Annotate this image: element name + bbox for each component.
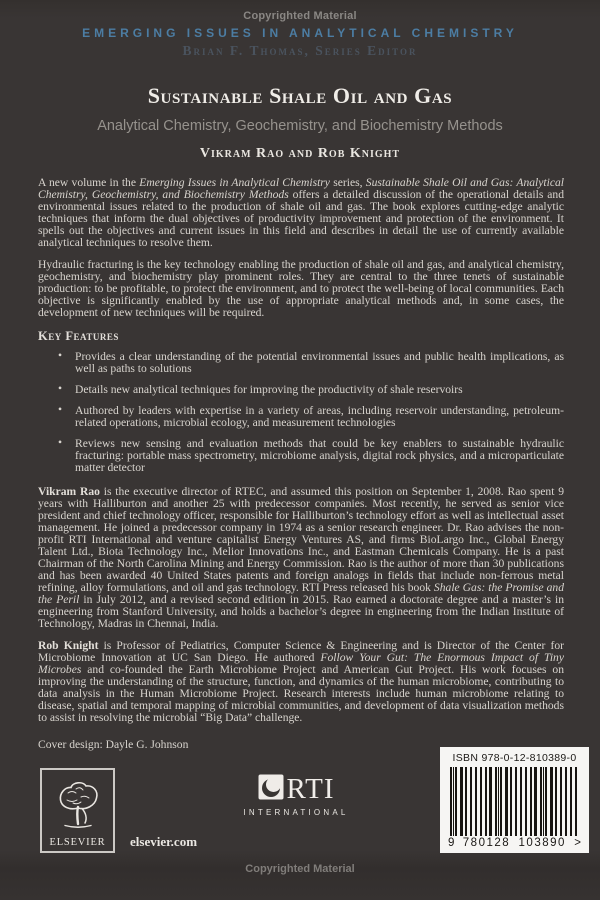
text-run: is Professor of Pediatrics, Computer Science & Engineering and is Director of the Center for Microbiome Innovation at UC San Diego. He authored xyxy=(38,639,564,664)
book-title-italic: Sustainable Shale Oil and Gas: Analytical Chemistry, Geochemistry, and Biochemistry Methods xyxy=(38,176,565,201)
text-run: in July 2012, and a revised second edition in 2015. Rao earned a doctorate degree and a master’s in engineering from Stanford University, and holds a bachelor’s degree in engineering from the Indian Institute of Technology, Madras in Chennai, India. xyxy=(38,593,564,630)
key-feature-item xyxy=(38,351,564,375)
book-title: Sustainable Shale Oil and Gas xyxy=(147,83,453,108)
isbn-label: ISBN 978-0-12-810389-0 xyxy=(452,752,577,764)
barcode-arrow: > xyxy=(574,837,581,849)
isbn-barcode xyxy=(440,747,589,853)
series-editor: Brian F. Thomas, Series Editor xyxy=(182,43,418,58)
copyrighted-material-top: Copyrighted Material xyxy=(243,10,357,22)
series-name-italic: Emerging Issues in Analytical Chemistry xyxy=(139,176,330,189)
author-name-bold: Vikram Rao xyxy=(38,485,100,498)
author-name-bold: Rob Knight xyxy=(38,639,99,652)
cover-design-credit: Cover design: Dayle G. Johnson xyxy=(38,738,189,751)
key-features-heading: Key Features xyxy=(38,329,119,343)
book-authors: Vikram Rao and Rob Knight xyxy=(199,146,401,161)
description-paragraph-2: Hydraulic fracturing is the key technology enabling the production of shale oil and gas, and analytical chemistry, geochemistry, and biochemistry play prominent roles. They are central to the three tenets of sustainable production: to be profitable, to protect the environment, and to protect the well-being of local communities. Each objective is significantly enabled by the use of appropriate analytical methods and, in some cases, the development of new techniques will be required. xyxy=(38,258,564,319)
series-title: EMERGING ISSUES IN ANALYTICAL CHEMISTRY xyxy=(82,26,518,40)
key-feature-item xyxy=(38,405,564,429)
text-run: A new volume in the xyxy=(38,176,140,189)
rti-international-label: INTERNATIONAL xyxy=(243,808,349,817)
author-bio-rob-knight xyxy=(38,640,564,724)
elsevier-url: elsevier.com xyxy=(130,834,198,849)
key-feature-item xyxy=(38,438,564,474)
text-run: Authored by leaders with expertise in a variety of areas, including reservoir understanding, petroleum-related operations, microbial ecology, and measurement technologies xyxy=(75,404,564,429)
text-run: Details new analytical techniques for improving the productivity of shale reservoirs xyxy=(75,383,463,396)
barcode-digits xyxy=(447,837,582,849)
rti-swoosh-icon xyxy=(258,774,284,805)
text-run: series, xyxy=(329,176,366,189)
barcode-group-1: 780128 xyxy=(462,837,511,849)
description-paragraph-1 xyxy=(38,177,564,249)
book-subtitle: Analytical Chemistry, Geochemistry, and Biochemistry Methods xyxy=(97,118,503,134)
elsevier-tree-icon xyxy=(52,770,104,837)
barcode-bars xyxy=(450,767,579,836)
copyrighted-material-bottom: Copyrighted Material xyxy=(245,863,355,875)
text-run: and co-founded the Earth Microbiome Project and American Gut Project. His work focuses on improving the understanding of the structure, function, and dynamics of the human microbiome, contributing to data analysis in the Human Microbiome Project. Research interests include human microbiome relating to disease, spatial and temporal mapping of microbial communities, and development of data visualization methods to assist in resolving the microbial “Big Data” challenge. xyxy=(38,663,564,724)
text-run: Reviews new sensing and evaluation methods that could be key enablers to sustainable hydraulic fracturing: portable mass spectrometry, microbiome analysis, digital rock physics, and a microparticulate matter detector xyxy=(75,437,564,474)
key-features-list xyxy=(38,351,564,474)
back-cover-text xyxy=(38,177,564,751)
elsevier-wordmark: ELSEVIER xyxy=(49,837,106,848)
text-run: is the executive director of RTEC, and assumed this position on September 1, 2008. Rao spent 9 years with Halliburton and another 25 with predecessor companies. Most recently, he served as senior vice president and chief technology officer, responsible for Halliburton’s technology effort as well as intellectual asset management. He joined a predecessor company in 1974 as a senior research engineer. Dr. Rao advises the non-profit RTI International and venture capitalist Energy Ventures AS, and firms BioLargo Inc., Global Energy Talent Ltd., Biota Technology Inc., Melior Innovations Inc., and Eastman Chemicals Company. He is a past Chairman of the North Carolina Mining and Energy Commission. Rao is the author of more than 30 publications and has been awarded 40 United States patents and foreign analogs in fields that include non-ferrous metal refining, alloy formulations, and oil and gas technology. RTI Press released his book xyxy=(38,485,565,594)
rti-logo xyxy=(238,774,354,817)
text-run: offers a detailed discussion of the operational details and environmental issues related to the production of shale oil and gas. The book explores cutting-edge analytic techniques that inform the dual objectives of productivity improvement and protection of the environment. It spells out the objectives and current issues in this field and describes in detail the use of currently available analytical techniques to resolve them. xyxy=(38,188,564,249)
key-feature-item xyxy=(38,384,564,396)
rti-wordmark: RTI xyxy=(286,773,335,805)
book-title-italic: Follow Your Gut: The Enormous Impact of Tiny Microbes xyxy=(38,651,564,676)
barcode-group-2: 103890 xyxy=(518,837,566,849)
elsevier-logo xyxy=(40,768,115,853)
barcode-digit-left: 9 xyxy=(448,837,455,849)
author-bio-vikram-rao xyxy=(38,486,564,630)
book-title-italic: Shale Gas: the Promise and the Peril xyxy=(38,581,564,606)
text-run: Provides a clear understanding of the potential environmental issues and public health implications, as well as paths to solutions xyxy=(75,350,564,375)
